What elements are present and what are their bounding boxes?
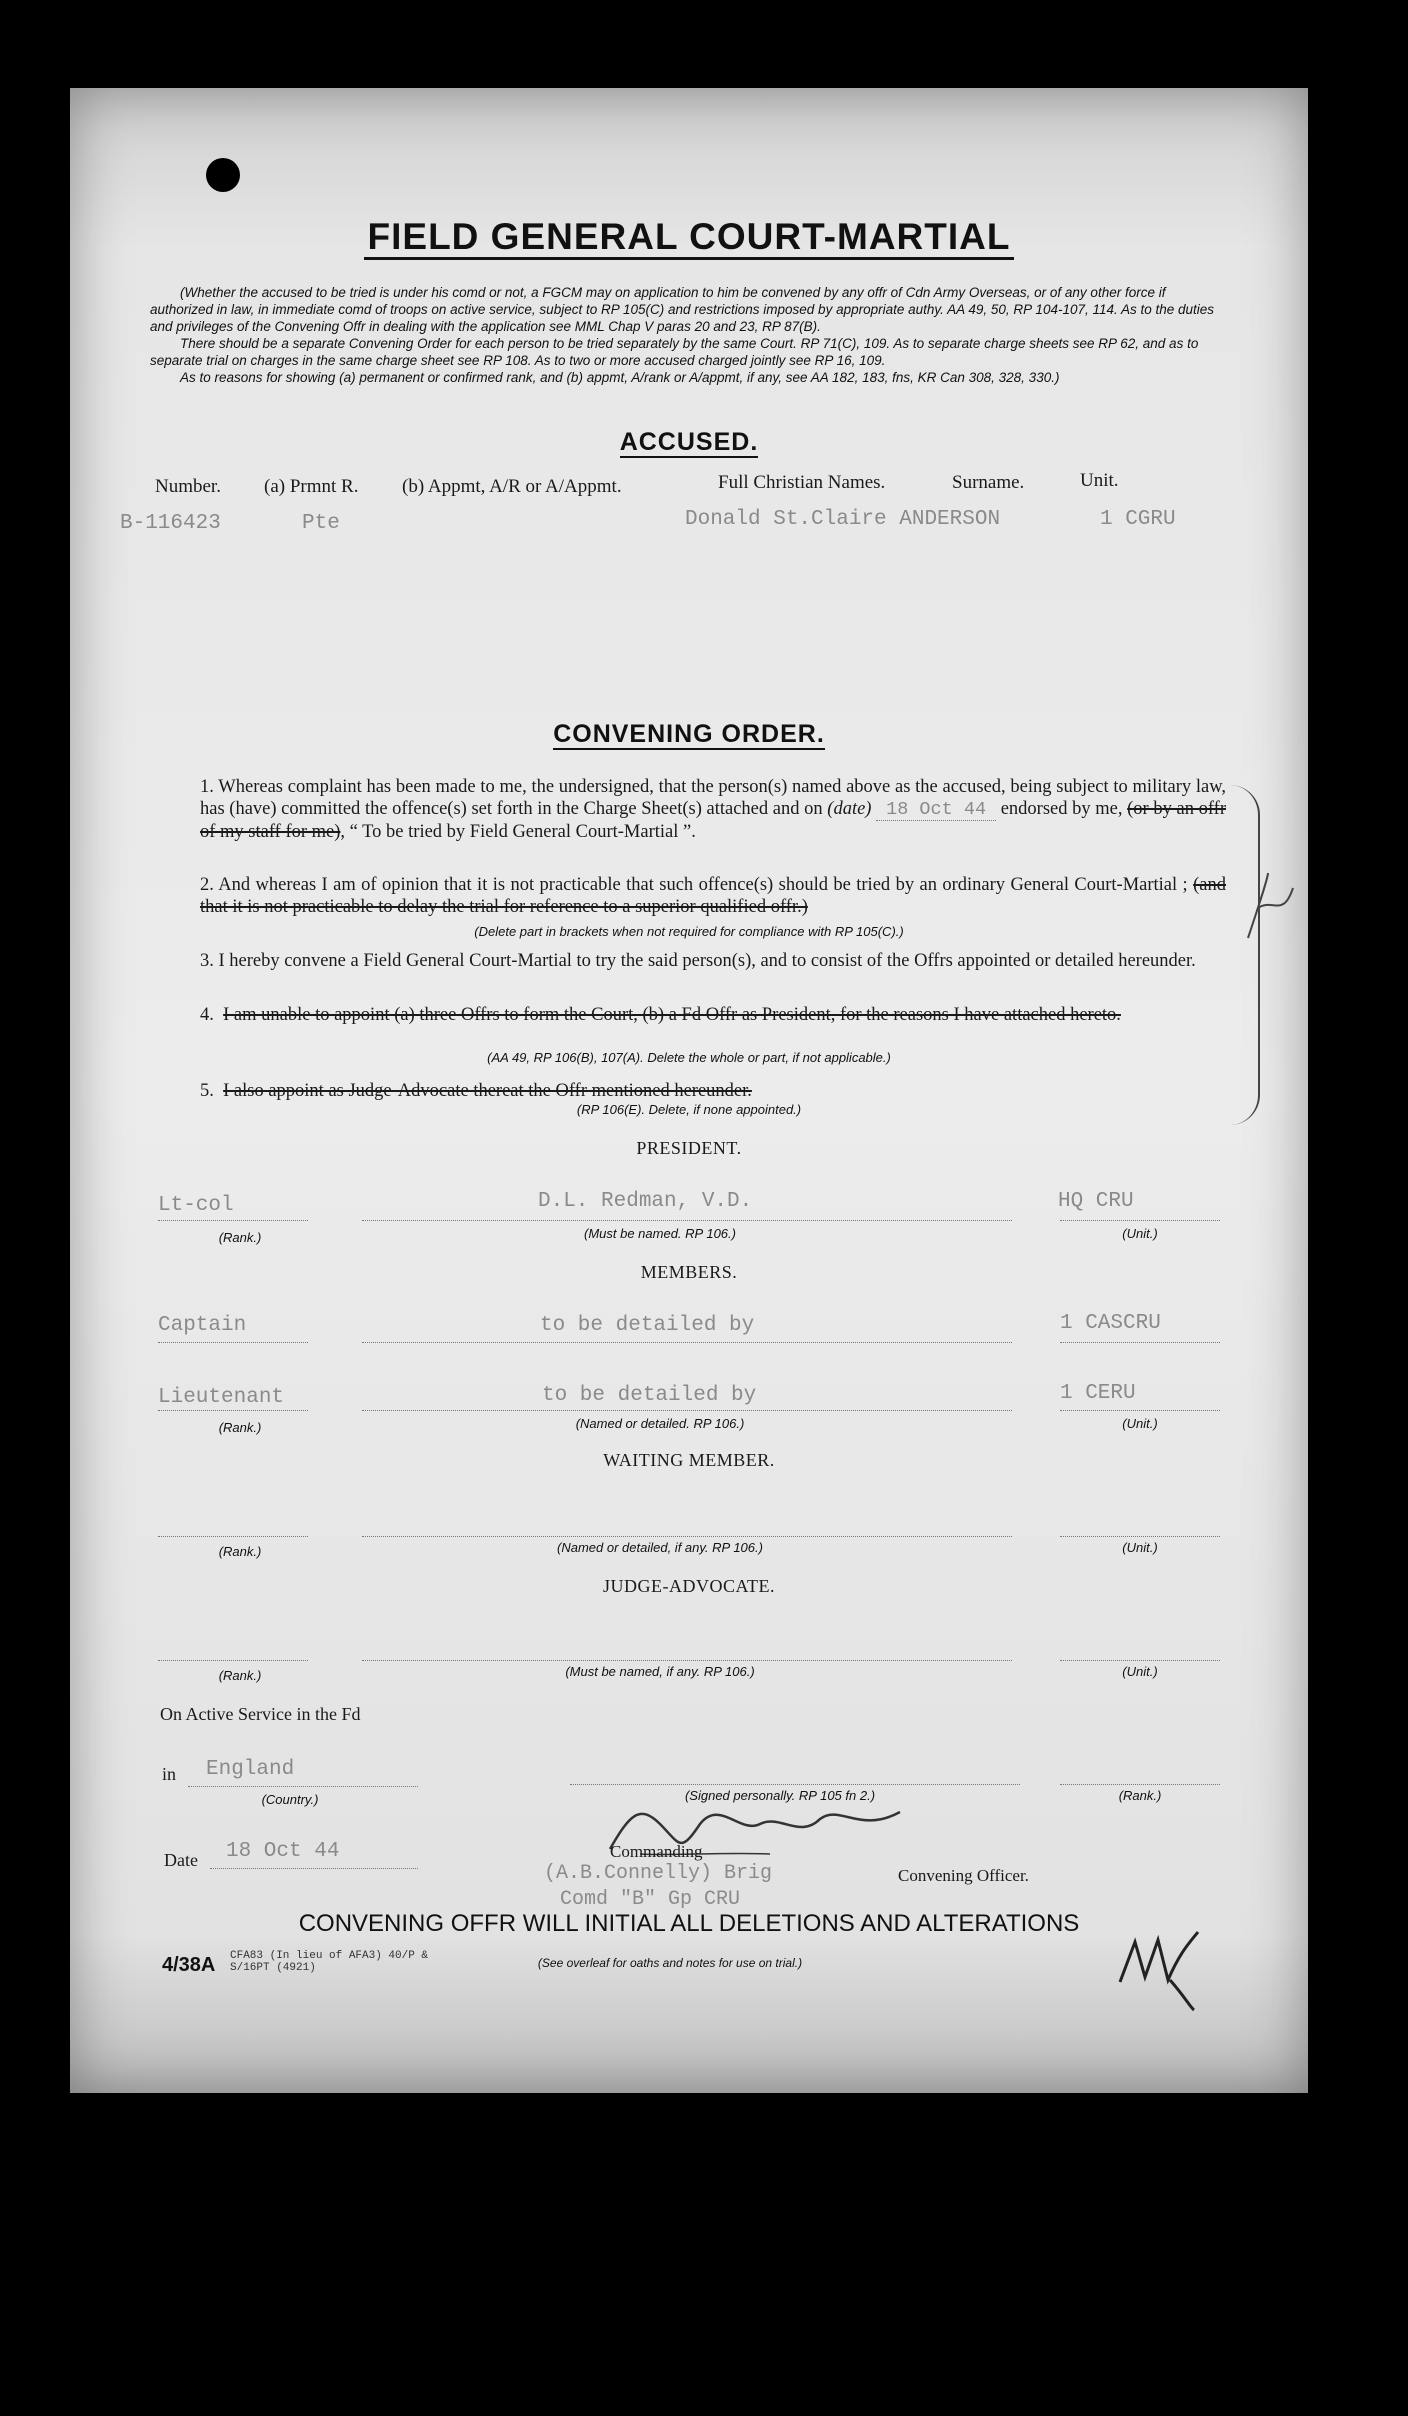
member-1-rank: Captain <box>158 1314 247 1337</box>
president-rank: Lt-col <box>158 1194 234 1217</box>
p2-text: 2. And whereas I am of opinion that it is not practicable that such offence(s) should be tried by an ordinary General Court-Martial ; <box>200 875 1188 895</box>
p5-num: 5. <box>200 1081 214 1101</box>
note-1: (Whether the accused to be tried is under his comd or not, a FGCM may on application to him be convened by any offr of Cdn Army Overseas, or of any other force if authorized in law, in immediate comd of troops on active service, subject to RP 105(C) and restrictions imposed by appropriate authy. AA 49, 50, RP 104-107, 114. As to the duties and privileges of the Convening Offr in dealing with the application see MML Chap V paras 20 and 23, RP 87(B). <box>150 285 1215 334</box>
accused-rank: Pte <box>302 512 340 535</box>
judge-heading: JUDGE-ADVOCATE. <box>603 1576 775 1596</box>
p2-deleted: (and that it is not practicable to delay the trial for reference to a superior qualified offr.) <box>200 875 1226 917</box>
president-rank-label: (Rank.) <box>218 1230 262 1245</box>
date-line <box>210 1868 418 1869</box>
waiting-unit-label: (Unit.) <box>1122 1540 1158 1555</box>
judge-name-label: (Must be named, if any. RP 106.) <box>565 1664 755 1679</box>
p5-deleted: I also appoint as Judge-Advocate thereat the Offr mentioned hereunder. <box>223 1081 752 1101</box>
members-unit-label: (Unit.) <box>1122 1416 1158 1431</box>
date-value: 18 Oct 44 <box>226 1840 340 1863</box>
p1-date: 18 Oct 44 <box>876 799 996 821</box>
president-unit: HQ CRU <box>1058 1190 1134 1213</box>
paragraph-5 <box>158 1080 1226 1102</box>
members-rank-label: (Rank.) <box>218 1420 262 1435</box>
p2-note: (Delete part in brackets when not required for compliance with RP 105(C).) <box>474 924 904 939</box>
member-2-name: to be detailed by <box>542 1384 757 1407</box>
col-names: Full Christian Names. <box>718 472 886 493</box>
country-line <box>188 1786 418 1787</box>
judge-name-line <box>362 1660 1012 1661</box>
convening-heading: CONVENING ORDER. <box>553 720 825 748</box>
paragraph-3 <box>158 950 1226 972</box>
convening-officer-label: Convening Officer. <box>898 1866 1029 1885</box>
form-ref: CFA83 (In lieu of AFA3) 40/P & S/16PT (4921) <box>230 1950 429 1974</box>
col-surname: Surname. <box>952 472 1025 493</box>
accused-number: B-116423 <box>120 512 221 535</box>
waiting-heading: WAITING MEMBER. <box>603 1450 775 1470</box>
p1-endorsed: endorsed by me, <box>1000 799 1123 819</box>
president-unit-line <box>1060 1220 1220 1221</box>
paragraph-4 <box>158 1004 1226 1026</box>
president-heading: PRESIDENT. <box>636 1138 742 1158</box>
note-2: There should be a separate Convening Order for each person to be tried separately by the same Court. RP 71(C), 109. As to separate charge sheets see RP 62, and as to separate trial on charges in the same charge sheet see RP 108. As to two or more accused charged jointly see RP 16, 109. <box>150 336 1199 368</box>
p4-note: (AA 49, RP 106(B), 107(A). Delete the whole or part, if not applicable.) <box>487 1050 891 1065</box>
waiting-rank-line <box>158 1536 308 1537</box>
p1-deleted: (or by an offr of my staff for me) <box>200 799 1226 842</box>
punch-hole <box>206 158 240 192</box>
judge-unit-label: (Unit.) <box>1122 1664 1158 1679</box>
member-2-unit: 1 CERU <box>1060 1382 1136 1405</box>
accused-name: Donald St.Claire ANDERSON <box>685 508 1001 531</box>
members-name-label: (Named or detailed. RP 106.) <box>575 1416 745 1431</box>
p4-deleted: I am unable to appoint (a) three Offrs to form the Court, (b) a Fd Offr as President, for the reasons I have attached hereto. <box>223 1005 1121 1025</box>
signer-rank-label: (Rank.) <box>1118 1788 1162 1803</box>
member-2-unit-line <box>1060 1410 1220 1411</box>
p5-note: (RP 106(E). Delete, if none appointed.) <box>576 1102 802 1117</box>
member-1-rank-line <box>158 1342 308 1343</box>
paragraph-2 <box>158 874 1226 918</box>
accused-heading: ACCUSED. <box>619 428 759 456</box>
waiting-name-line <box>362 1536 1012 1537</box>
col-appmt: (b) Appmt, A/R or A/Appmt. <box>402 476 622 497</box>
overleaf-note: (See overleaf for oaths and notes for use on trial.) <box>537 1956 803 1970</box>
accused-unit: 1 CGRU <box>1100 508 1176 531</box>
form-title: FIELD GENERAL COURT-MARTIAL <box>70 216 1308 258</box>
waiting-name-label: (Named or detailed, if any. RP 106.) <box>557 1540 763 1555</box>
president-name-line <box>362 1220 1012 1221</box>
margin-initials <box>1238 868 1298 948</box>
member-2-rank: Lieutenant <box>158 1386 285 1409</box>
active-service-text: On Active Service in the Fd <box>160 1704 361 1724</box>
p1-date-label: (date) <box>827 799 872 819</box>
president-name: D.L. Redman, V.D. <box>538 1190 753 1213</box>
president-unit-label: (Unit.) <box>1122 1226 1158 1241</box>
initials-mark <box>1110 1922 1210 2012</box>
member-1-unit-line <box>1060 1342 1220 1343</box>
margin-bracket <box>1228 785 1260 1125</box>
document-page <box>70 88 1308 2093</box>
waiting-unit-line <box>1060 1536 1220 1537</box>
member-2-name-line <box>362 1410 1012 1411</box>
waiting-rank-label: (Rank.) <box>218 1544 262 1559</box>
member-2-rank-line <box>158 1410 308 1411</box>
form-number: 4/38A <box>162 1954 216 1976</box>
in-label: in <box>162 1764 177 1784</box>
paragraph-1 <box>158 776 1226 843</box>
p3-text: 3. I hereby convene a Field General Court-Martial to try the said person(s), and to consist of the Offrs appointed or detailed hereunder. <box>200 951 1196 971</box>
judge-rank-label: (Rank.) <box>218 1668 262 1683</box>
member-1-unit: 1 CASCRU <box>1060 1312 1161 1335</box>
signed-line <box>570 1784 1020 1785</box>
members-heading: MEMBERS. <box>640 1262 738 1282</box>
judge-unit-line <box>1060 1660 1220 1661</box>
president-name-label: (Must be named. RP 106.) <box>584 1226 736 1241</box>
p1-text: 1. Whereas complaint has been made to me, the undersigned, that the person(s) named above as the accused, being subject to military law, has (have) committed the offence(s) set forth in the Charge Sheet(s) attached and on <box>200 777 1226 819</box>
signed-label: (Signed personally. RP 105 fn 2.) <box>684 1788 876 1803</box>
col-number: Number. <box>155 476 221 497</box>
signer-name: (A.B.Connelly) Brig <box>544 1862 773 1885</box>
p4-num: 4. <box>200 1005 214 1025</box>
note-3: As to reasons for showing (a) permanent or confirmed rank, and (b) appmt, A/rank or A/appmt, if any, see AA 182, 183, fns, KR Can 308, 328, 330.) <box>180 370 1060 385</box>
signer-rank-line <box>1060 1784 1220 1785</box>
country-label: (Country.) <box>261 1792 319 1807</box>
date-label: Date <box>164 1850 198 1870</box>
signer-unit: Comd "B" Gp CRU <box>560 1888 741 1911</box>
p1-end: , “ To be tried by Field General Court-Martial ”. <box>340 822 696 842</box>
footer-instruction: CONVENING OFFR WILL INITIAL ALL DELETIONS AND ALTERATIONS <box>298 1910 1080 1937</box>
commanding-text: Commanding <box>610 1842 703 1861</box>
president-rank-line <box>158 1220 308 1221</box>
col-prmnt-rank: (a) Prmnt R. <box>264 476 359 497</box>
member-1-name: to be detailed by <box>540 1314 755 1337</box>
col-unit: Unit. <box>1080 470 1119 491</box>
country-value: England <box>206 1758 295 1781</box>
judge-rank-line <box>158 1660 308 1661</box>
form-notes <box>150 284 1230 386</box>
member-1-name-line <box>362 1342 1012 1343</box>
